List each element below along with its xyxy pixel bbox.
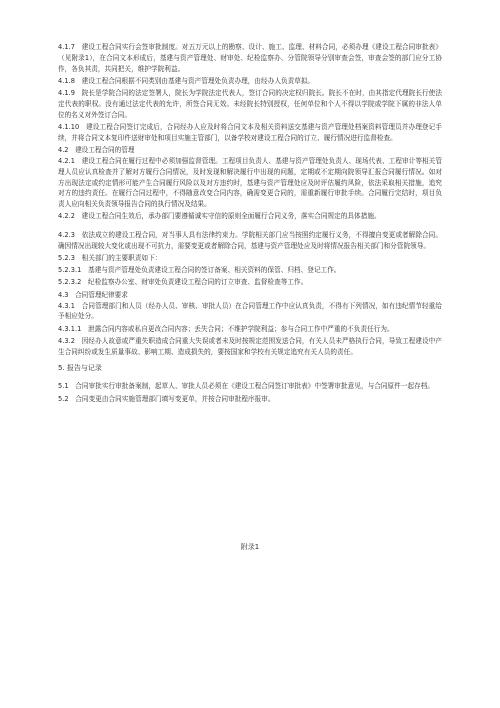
section-heading-4-2: 4.2 建设工程合同的管理 bbox=[58, 146, 135, 155]
clause-4-2-2: 4.2.2 建设工程合同生效后，承办部门要遵循诚实守信的原则全面履行合同义务，落实合同规定的具体措施。 bbox=[58, 212, 381, 221]
clause-5-1: 5.1 合同审批实行审批备案制，起草人、审批人员必须在《建设工程合同签订审批表》中签署审批意见，与合同原件一起存档。 bbox=[58, 382, 435, 391]
section-heading-5: 5. 报告与记录 bbox=[58, 363, 102, 372]
clause-5-2-3-1: 5.2.3.1 基建与资产管理处负责建设工程合同的签订备案、相关资料的保管、归档、登记工作。 bbox=[58, 266, 341, 275]
clause-4-3-2: 4.3.2 因经办人故意或严重失职造成合同重大失误或者未及时按规定范围发送合同，有关人员未严格执行合同，导致工程建设中产生合同纠纷或发生质量事故、影响工期、造成损失的，要按国家和学校有关规定追究有关人员的责任。 bbox=[58, 336, 442, 356]
clause-4-1-9: 4.1.9 院长是学院合同的法定签署人，院长为学院法定代表人，签订合同的决定权归院长。院长不在时，由其指定代理院长行使法定代表的职权。没有通过法定代表的允许，所签合同无效。未经院长特别授权，任何单位和个人不得以学院或学院下属的非法人单位的名义对外签订合同。 bbox=[58, 89, 442, 119]
clause-4-2-3: 4.2.3 依法成立的建设工程合同，对当事人具有法律约束力。学院相关部门应当按照约定履行义务，不得擅自变更或者解除合同。确因情况出现较大变化或出现不可抗力，需要变更或者解除合同，基建与资产管理处应及时将情况报告相关部门和分管院领导。 bbox=[58, 230, 442, 250]
clause-5-2-3-2: 5.2.3.2 纪检监察办公室、财审处负责建设工程合同的订立审查、监督检查等工作。 bbox=[58, 278, 308, 287]
clause-4-1-10: 4.1.10 建设工程合同签订完成后，合同经办人应及时将合同文本及相关资料送交基建与资产管理处档案资料管理员并办理登记手续，并将合同文本复印件送财审处和项目实施主管部门，以备学校对建设工程合同的订立、履行情况进行监督检查。 bbox=[58, 123, 442, 142]
clause-4-1-8: 4.1.8 建设工程合同根据不同类别由基建与资产管理处负责办理，由经办人负责草拟。 bbox=[58, 76, 315, 85]
attachment-label: 附录1 bbox=[240, 543, 260, 551]
clause-5-2-3: 5.2.3 相关部门的主要职责如下： bbox=[58, 253, 162, 262]
clause-4-2-1: 4.2.1 建设工程合同在履行过程中必须加强监督管理。工程项目负责人、基建与资产管理处负责人、现场代表、工程审计等相关管理人员应认真检查并了解对方履行合同情况，及时发现和解决履行中出现的问题，定期或不定期向院领导汇报合同履行情况。如对方出现法定或约定情形可能产生合同履行风险以及对方违约时，基建与资产管理处应及时评估履约风险，依法采取相关措施，追究对方的违约责任。在履行合同过程中，不得随意改变合同内容，确需变更合同的，需重新履行审批手续。合同履行完结时，项目负责人应向相关负责领导报告合同的执行情况及结果。 bbox=[58, 156, 442, 209]
clause-4-3-1: 4.3.1 合同管理部门和人员（经办人员、审核、审批人员）在合同管理工作中应认真负责，不得有下列情况，如有违纪情节轻重给予相应处分。 bbox=[58, 301, 442, 321]
clause-5-2: 5.2 合同变更由合同实施管理部门填写变更单，并按合同审批程序报审。 bbox=[58, 394, 275, 403]
clause-4-1-7: 4.1.7 建设工程合同实行会签审批制度。对五万元以上的勘察、设计、施工、监理、材料合同，必须办理《建设工程合同审批表》（见附录1），在合同文本形成后，基建与资产管理处、财审处、纪检监察办、分管院领导分别审查会签，审查会签的部门应分工协作，各负其责，共同把关，维护学院利益。 bbox=[58, 43, 442, 73]
section-heading-4-3: 4.3 合同管理纪律要求 bbox=[58, 290, 128, 299]
clause-4-3-1-1: 4.3.1.1 泄露合同内容或私自更改合同内容；丢失合同；不维护学院利益；参与合同工作中严重的不负责任行为。 bbox=[58, 324, 394, 333]
